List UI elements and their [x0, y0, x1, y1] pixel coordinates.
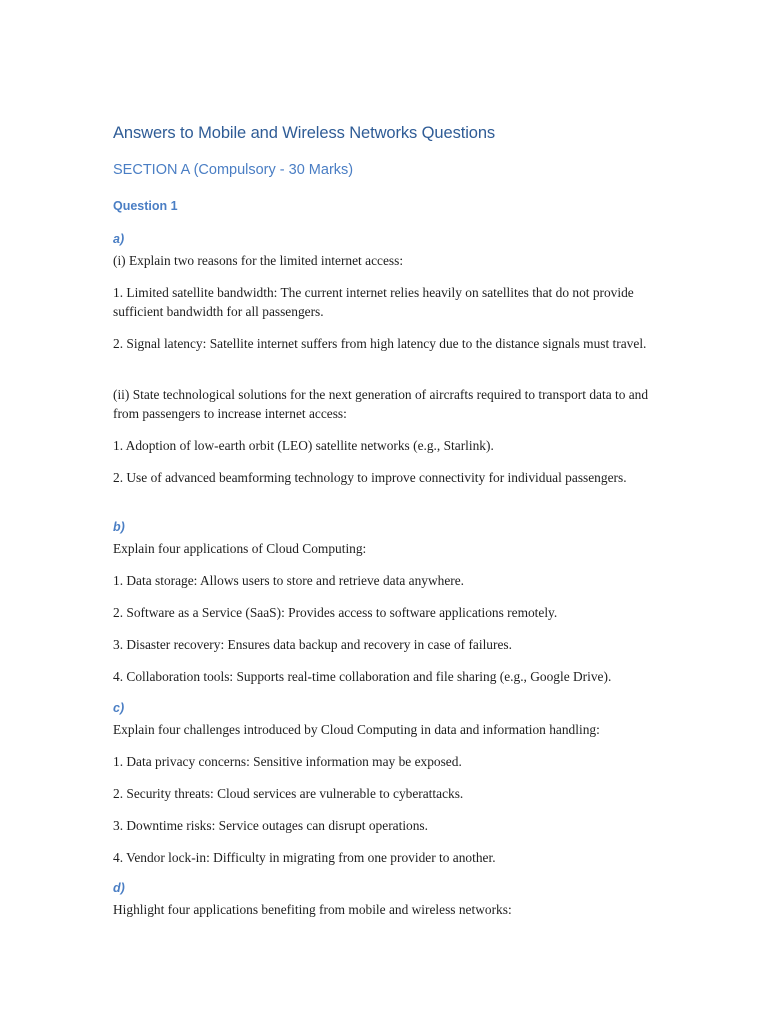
part-a-answer-i-2: 2. Signal latency: Satellite internet suffers from high latency due to the distance signals must travel. — [113, 336, 647, 351]
question-heading: Question 1 — [113, 199, 178, 213]
part-b-answer-2: 2. Software as a Service (SaaS): Provides access to software applications remotely. — [113, 605, 558, 620]
part-a-answer-ii-2: 2. Use of advanced beamforming technology to improve connectivity for individual passengers. — [113, 470, 627, 485]
part-c-answer-3: 3. Downtime risks: Service outages can disrupt operations. — [113, 818, 428, 833]
part-a-answer-i-1: 1. Limited satellite bandwidth: The current internet relies heavily on satellites that do not provide sufficient bandwidth for all passengers. — [113, 285, 634, 319]
part-c-answer-4: 4. Vendor lock-in: Difficulty in migrating from one provider to another. — [113, 850, 496, 865]
part-a-prompt-ii: (ii) State technological solutions for the next generation of aircrafts required to transport data to and from passengers to increase internet access: — [113, 387, 649, 421]
part-a-answer-ii-1: 1. Adoption of low-earth orbit (LEO) satellite networks (e.g., Starlink). — [113, 438, 494, 453]
part-c-prompt: Explain four challenges introduced by Cloud Computing in data and information handling: — [113, 722, 600, 737]
part-d-prompt: Highlight four applications benefiting from mobile and wireless networks: — [113, 902, 512, 917]
part-a-label: a) — [113, 232, 125, 246]
part-b-answer-3: 3. Disaster recovery: Ensures data backup and recovery in case of failures. — [113, 637, 512, 652]
part-b-answer-1: 1. Data storage: Allows users to store and retrieve data anywhere. — [113, 573, 465, 588]
part-b-label: b) — [113, 520, 125, 534]
part-c-answer-1: 1. Data privacy concerns: Sensitive information may be exposed. — [113, 754, 462, 769]
part-d-label: d) — [113, 881, 125, 895]
part-b-prompt: Explain four applications of Cloud Computing: — [113, 541, 367, 556]
section-heading: SECTION A (Compulsory - 30 Marks) — [113, 162, 354, 178]
document-title: Answers to Mobile and Wireless Networks Questions — [113, 124, 496, 142]
part-b-answer-4: 4. Collaboration tools: Supports real-time collaboration and file sharing (e.g., Google Drive). — [113, 669, 612, 684]
part-c-answer-2: 2. Security threats: Cloud services are vulnerable to cyberattacks. — [113, 786, 464, 801]
part-a-prompt-i: (i) Explain two reasons for the limited internet access: — [113, 253, 404, 268]
part-c-label: c) — [113, 701, 125, 715]
